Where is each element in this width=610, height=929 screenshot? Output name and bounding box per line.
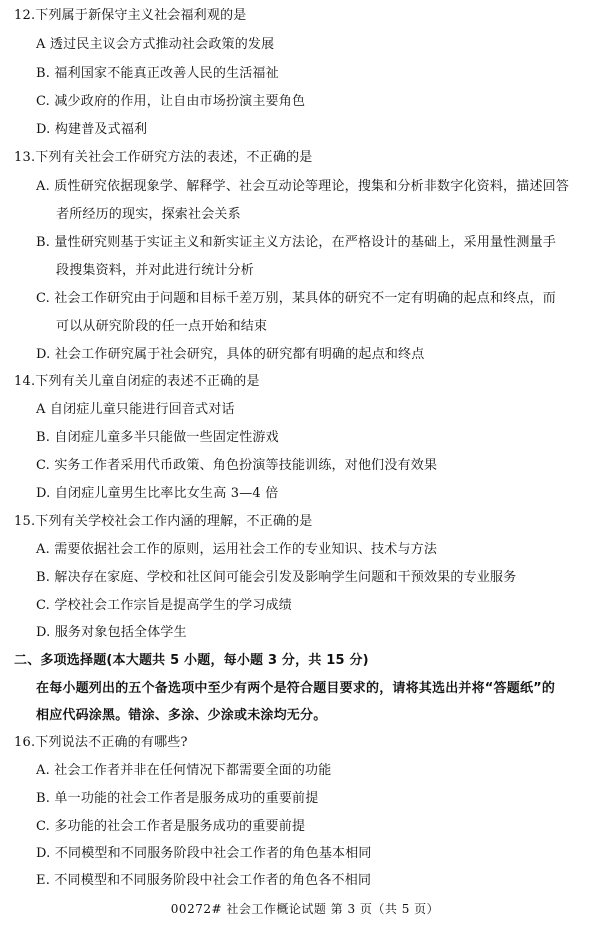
question-13-option-b: B. 量性研究则基于实证主义和新实证主义方法论，在严格设计的基础上，采用量性测量手 <box>36 235 557 250</box>
question-13-option-a: A. 质性研究依据现象学、解释学、社会互动论等理论，搜集和分析非数字化资料，描述回答 <box>36 179 570 194</box>
question-15-option-d: D. 服务对象包括全体学生 <box>36 625 187 640</box>
question-13-option-a-cont: 者所经历的现实，探索社会关系 <box>56 207 241 222</box>
question-14-option-d: D. 自闭症儿童男生比率比女生高 3—4 倍 <box>36 486 279 501</box>
question-12-option-a: A 透过民主议会方式推动社会政策的发展 <box>36 37 275 52</box>
question-15-option-a: A. 需要依据社会工作的原则，运用社会工作的专业知识、技术与方法 <box>36 542 438 557</box>
question-14-option-b: B. 自闭症儿童多半只能做一些固定性游戏 <box>36 430 279 445</box>
question-16-option-c: C. 多功能的社会工作者是服务成功的重要前提 <box>36 819 306 834</box>
question-15-option-b: B. 解决存在家庭、学校和社区间可能会引发及影响学生问题和干预效果的专业服务 <box>36 570 517 585</box>
question-12-option-c: C. 减少政府的作用，让自由市场扮演主要角色 <box>36 94 306 109</box>
question-16-option-a: A. 社会工作者并非在任何情况下都需要全面的功能 <box>36 763 332 778</box>
question-16-option-b: B. 单一功能的社会工作者是服务成功的重要前提 <box>36 791 319 806</box>
question-12-option-d: D. 构建普及式福利 <box>36 122 148 137</box>
section-2-instruction-line-2: 相应代码涂黑。错涂、多涂、少涂或未涂均无分。 <box>36 708 327 723</box>
question-15-option-c: C. 学校社会工作宗旨是提高学生的学习成绩 <box>36 598 292 613</box>
question-13-option-d: D. 社会工作研究属于社会研究，具体的研究都有明确的起点和终点 <box>36 347 425 362</box>
question-16-stem: 16.下列说法不正确的有哪些? <box>14 735 188 750</box>
question-13-option-c-cont: 可以从研究阶段的任一点开始和结束 <box>56 319 268 334</box>
section-2-heading: 二、多项选择题(本大题共 5 小题，每小题 3 分，共 15 分) <box>14 653 369 668</box>
question-13-option-c: C. 社会工作研究由于问题和目标千差万别，某具体的研究不一定有明确的起点和终点，而 <box>36 291 556 306</box>
question-16-option-e: E. 不同模型和不同服务阶段中社会工作者的角色各不相同 <box>36 873 372 888</box>
question-13-stem: 13.下列有关社会工作研究方法的表述，不正确的是 <box>14 150 313 165</box>
question-15-stem: 15.下列有关学校社会工作内涵的理解，不正确的是 <box>14 514 313 529</box>
question-14-stem: 14.下列有关儿童自闭症的表述不正确的是 <box>14 374 260 389</box>
question-12-stem: 12.下列属于新保守主义社会福利观的是 <box>14 8 247 23</box>
question-14-option-a: A 自闭症儿童只能进行回音式对话 <box>36 402 235 417</box>
section-2-instruction-line-1: 在每小题列出的五个备选项中至少有两个是符合题目要求的，请将其选出并将“答题纸”的 <box>36 681 556 696</box>
question-13-option-b-cont: 段搜集资料，并对此进行统计分析 <box>56 263 255 278</box>
question-12-option-b: B. 福利国家不能真正改善人民的生活福祉 <box>36 66 279 81</box>
question-16-option-d: D. 不同模型和不同服务阶段中社会工作者的角色基本相同 <box>36 846 372 861</box>
question-14-option-c: C. 实务工作者采用代币政策、角色扮演等技能训练，对他们没有效果 <box>36 458 438 473</box>
page-footer: 00272# 社会工作概论试题 第 3 页（共 5 页） <box>170 902 440 916</box>
